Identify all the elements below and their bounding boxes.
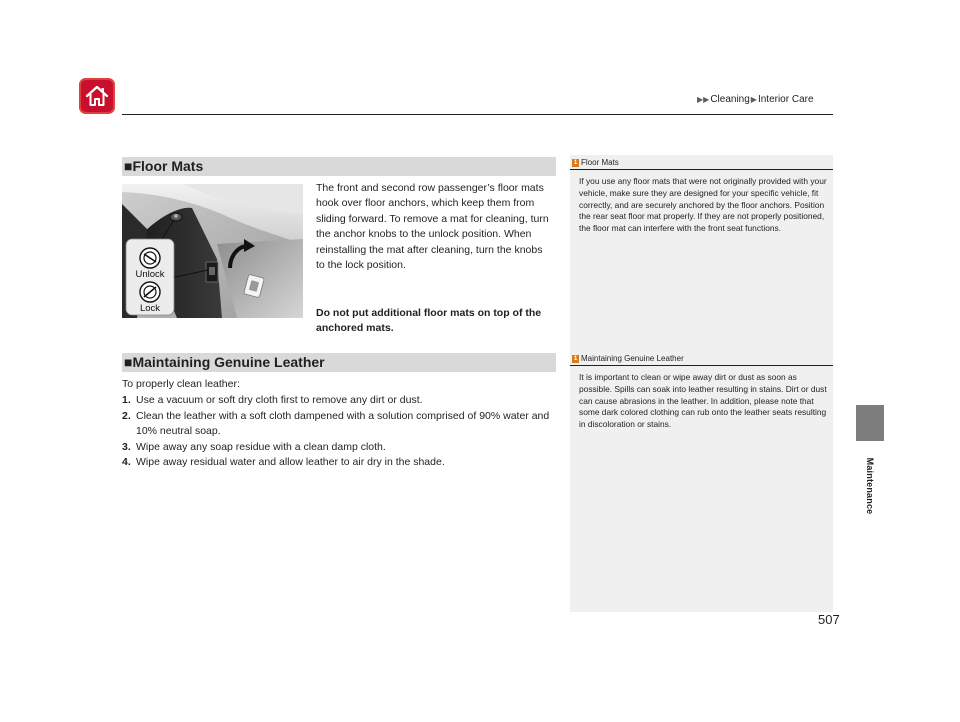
- note-reference-icon: 1: [573, 159, 578, 166]
- leather-intro: To properly clean leather:: [122, 378, 240, 390]
- note-reference-icon: 1: [573, 355, 578, 362]
- section-floor-mats-title: ■Floor Mats: [122, 157, 556, 176]
- floor-mats-warning: Do not put additional floor mats on top of the anchored mats.: [316, 307, 542, 335]
- breadcrumb-arrow-icon: ▶: [750, 95, 757, 104]
- breadcrumb: [696, 94, 814, 105]
- leather-steps-list: [122, 393, 554, 471]
- note-floor-mats-text: If you use any floor mats that were not originally provided with your vehicle, make sure they are designed for your specific vehicle, fit correctly, and are securely anchored by the floor anchors. Position the rear seat floor mat properly. If they are not properly positioned, the floor mat can interfere with the front seat functions.: [579, 176, 827, 234]
- list-item: 4. Wipe away residual water and allow leather to air dry in the shade.: [122, 456, 445, 469]
- side-tab-marker[interactable]: [856, 405, 884, 441]
- note-leather-heading[interactable]: 1 Maintaining Genuine Leather: [570, 353, 833, 366]
- floor-anchor-illustration: [122, 184, 303, 318]
- list-item: 1. Use a vacuum or soft dry cloth first to remove any dirt or dust.: [122, 394, 423, 406]
- breadcrumb-item-interior-care[interactable]: Interior Care: [757, 94, 814, 105]
- notes-sidebar: [570, 155, 833, 612]
- list-item: 3. Wipe away any soap residue with a clean damp cloth.: [122, 440, 386, 453]
- side-tab-label: Maintenance: [865, 457, 875, 515]
- breadcrumb-item-cleaning[interactable]: Cleaning: [710, 94, 750, 105]
- section-leather-title: ■Maintaining Genuine Leather: [122, 353, 556, 372]
- home-icon: [83, 82, 111, 110]
- floor-mats-paragraph: The front and second row passenger’s floor mats hook over floor anchors, which keep them from sliding forward. To remove a mat for cleaning, turn the anchor knobs to the unlock position. When reinstalling the mat after cleaning, turn the knobs to the lock position.: [316, 182, 549, 272]
- list-item: 2. Clean the leather with a soft cloth dampened with a solution comprised of 90% water and 10% neutral soap.: [122, 409, 550, 438]
- header-divider: [122, 114, 833, 115]
- breadcrumb-arrow-icon: ▶▶: [697, 95, 710, 104]
- note-leather-text: It is important to clean or wipe away dirt or dust as soon as possible. Spills can soak into leather resulting in stains. Dirt or dust can cause abrasions in the leather. In addition, please note that some dark colored clothing can rub onto the leather seats resulting in discoloration or stains.: [579, 372, 827, 430]
- page-number: 507: [818, 612, 840, 627]
- lock-label: Lock: [139, 303, 161, 314]
- unlock-label: Unlock: [135, 269, 165, 280]
- note-floor-mats-heading[interactable]: 1 Floor Mats: [570, 157, 833, 170]
- home-button[interactable]: [79, 78, 115, 114]
- section-square-icon: ■: [124, 354, 133, 370]
- section-square-icon: ■: [124, 158, 133, 174]
